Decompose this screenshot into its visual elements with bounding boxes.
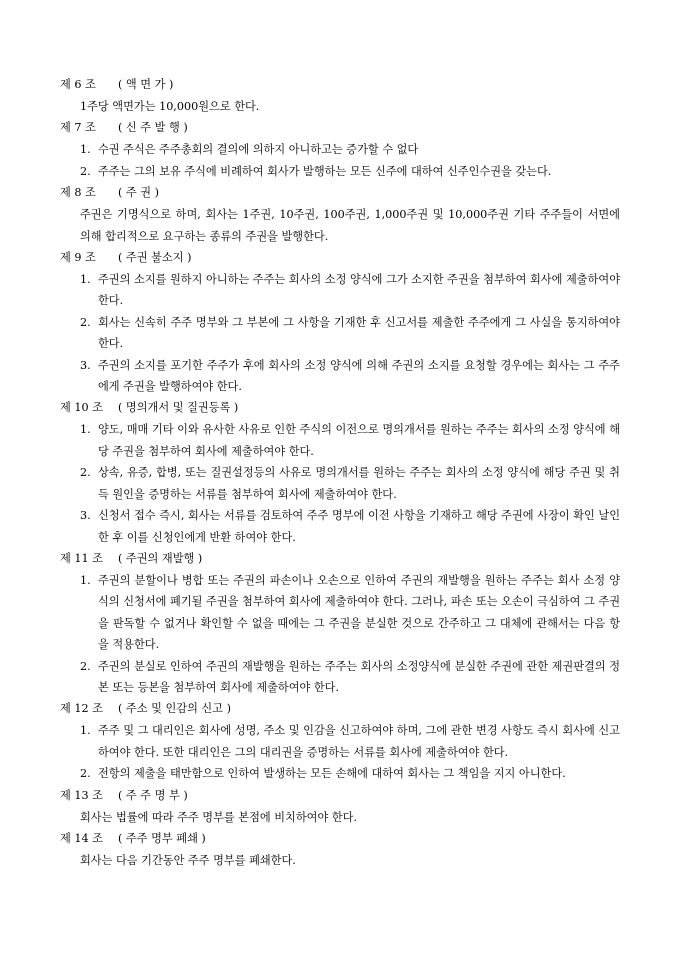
article-body: 회사는 법률에 따라 주주 명부를 본점에 비치하여야 한다.: [80, 810, 358, 824]
article-heading: [0, 397, 680, 419]
article-body: 주권은 기명식으로 하며, 회사는 1주권, 10주권, 100주권, 1,000주권 및 10,000주권 기타 주주들이 서면에 의해 합리적으로 요구하는 종류의 주권을 발행한다.: [80, 208, 620, 243]
clause-text: 주주는 그의 보유 주식에 비례하여 회사가 발행하는 모든 신주에 대하여 신주인수권을 갖는다.: [98, 164, 552, 178]
clause-text: 주권의 소지를 포기한 주주가 후에 회사의 소정 양식에 의해 주권의 소지를 요청할 경우에는 회사는 그 주주에게 주권을 발행하여야 한다.: [98, 358, 620, 394]
article-title: ( 액 면 가 ): [118, 78, 174, 91]
clause-text: 주권의 분실로 인하여 주권의 재발행을 원하는 주주는 회사의 소정양식에 분실한 주권에 관한 제권판결의 정본 또는 등본을 첨부하여 회사에 제출하여야 한다.: [98, 659, 620, 694]
article-9: [0, 247, 680, 397]
clause-number: 2.: [80, 164, 91, 178]
article-title: ( 주 주 명 부 ): [118, 788, 188, 802]
article-number: 제 6 조: [60, 78, 96, 91]
article-10: [0, 397, 680, 547]
clause-number: 1.: [80, 423, 91, 437]
clause: [80, 312, 620, 355]
clause: [80, 570, 620, 656]
article-title: ( 주주 명부 폐쇄 ): [118, 831, 206, 845]
article-14: [0, 828, 680, 871]
article-title: ( 주권의 재발행 ): [118, 551, 203, 565]
clause-text: 주권의 분할이나 병합 또는 주권의 파손이나 오손으로 인하여 주권의 재발행을 원하는 주주는 회사 소정 양식의 신청서에 폐기될 주권을 첨부하여 회사에 제출하여야 한다. 그러나, 파손 또는 오손이 극심하여 그 주권을 판독할 수 없거나 확인할 수 없을 때에는 그 주권을 분실한 것으로 간주하고 그 대체에 관해서는 다음 항을 적용한다.: [98, 573, 620, 652]
clause: [80, 139, 620, 160]
article-8: [0, 182, 680, 247]
clause: [80, 161, 620, 182]
clause: [80, 656, 620, 699]
article-number: 제 14 조: [60, 831, 103, 845]
clause-number: 1.: [80, 273, 91, 287]
article-number: 제 12 조: [60, 702, 103, 716]
article-12: [0, 698, 680, 784]
clause: [80, 355, 620, 398]
article-heading: [0, 247, 680, 269]
article-heading: [0, 785, 680, 807]
clause-text: 전항의 제출을 태만함으로 인하여 발생하는 모든 손해에 대하여 회사는 그 책임을 지지 아니한다.: [98, 767, 566, 781]
clause-number: 3.: [80, 509, 91, 523]
article-6: [0, 74, 680, 117]
article-11: [0, 548, 680, 698]
clause-number: 2.: [80, 466, 91, 480]
clause-text: 상속, 유증, 합병, 또는 질권설정등의 사유로 명의개서를 원하는 주주는 회사의 소정 양식에 해당 주권 및 취득 원인을 증명하는 서류를 첨부하여 회사에 제출하여야 한다.: [98, 466, 620, 501]
document-page: [0, 74, 680, 871]
article-title: ( 신 주 발 행 ): [118, 121, 188, 135]
article-number: 제 13 조: [60, 788, 103, 802]
clause-number: 1.: [80, 724, 91, 738]
article-heading: [0, 698, 680, 720]
article-heading: [0, 548, 680, 570]
clause-text: 주권의 소지를 원하지 아니하는 주주는 회사의 소정 양식에 그가 소지한 주권을 첨부하여 회사에 제출하여야 한다.: [98, 273, 620, 308]
clause-number: 2.: [80, 767, 91, 781]
article-title: ( 주소 및 인감의 신고 ): [118, 702, 231, 716]
clause: [80, 720, 620, 763]
clause-text: 주주 및 그 대리인은 회사에 성명, 주소 및 인감을 신고하여야 하며, 그에 관한 변경 사항도 즉시 회사에 신고하여야 한다. 또한 대리인은 그의 대리권을 증명하는 서류를 회사에 제출하여야 한다.: [98, 724, 620, 759]
article-number: 제 7 조: [60, 121, 96, 135]
article-title: ( 주권 불소지 ): [118, 251, 192, 265]
article-body: 1주당 액면가는 10,000원으로 한다.: [80, 100, 260, 113]
article-13: [0, 785, 680, 828]
clause-text: 양도, 매매 기타 이와 유사한 사유로 인한 주식의 이전으로 명의개서를 원하는 주주는 회사의 소정 양식에 해당 주권을 첨부하여 회사에 제출하여야 한다.: [98, 423, 620, 458]
article-number: 제 9 조: [60, 251, 96, 265]
clause-number: 1.: [80, 143, 91, 157]
clause-number: 1.: [80, 573, 91, 587]
clause: [80, 419, 620, 462]
clause-text: 수권 주식은 주주총회의 결의에 의하지 아니하고는 증가할 수 없다: [98, 143, 419, 157]
clause-text: 회사는 신속히 주주 명부와 그 부본에 그 사항을 기재한 후 신고서를 제출한 주주에게 그 사실을 통지하여야 한다.: [98, 315, 620, 351]
article-title: ( 주 권 ): [118, 186, 160, 200]
clause: [80, 462, 620, 505]
article-number: 제 10 조: [60, 401, 103, 415]
clause: [80, 505, 620, 548]
article-7: [0, 117, 680, 182]
clause-number: 3.: [80, 358, 91, 372]
article-heading: [0, 182, 680, 204]
article-number: 제 8 조: [60, 186, 96, 200]
article-number: 제 11 조: [60, 551, 103, 565]
article-heading: [0, 117, 680, 139]
article-body: 회사는 다음 기간동안 주주 명부를 폐쇄한다.: [80, 853, 296, 867]
clause-text: 신청서 접수 즉시, 회사는 서류를 검토하여 주주 명부에 이전 사항을 기재하고 해당 주권에 사장이 확인 날인한 후 이를 신청인에게 반환 하여야 한다.: [98, 509, 620, 544]
clause: [80, 763, 620, 784]
article-title: ( 명의개서 및 질권등록 ): [118, 401, 239, 415]
article-heading: [0, 74, 680, 96]
clause: [80, 269, 620, 312]
clause-number: 2.: [80, 659, 91, 673]
article-heading: [0, 828, 680, 850]
clause-number: 2.: [80, 315, 91, 329]
